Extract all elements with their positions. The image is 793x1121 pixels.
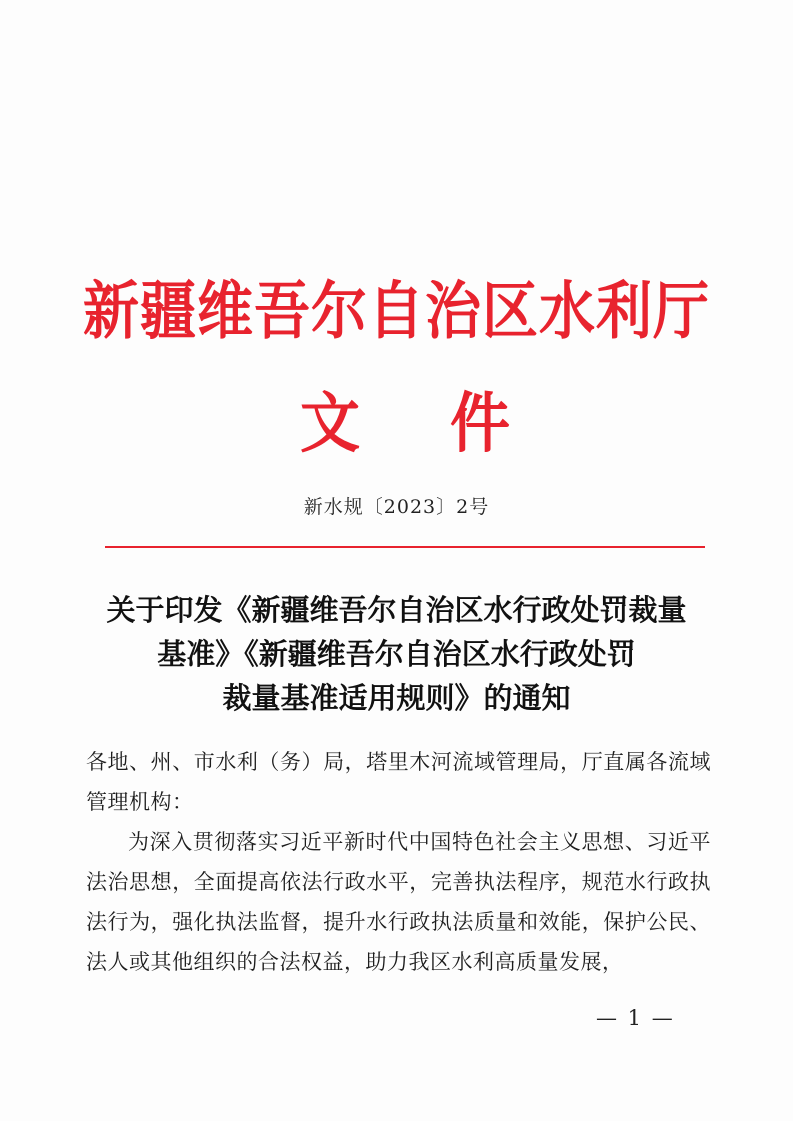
title-line: 裁量基准适用规则》的通知: [222, 681, 571, 715]
notice-title: [70, 588, 723, 720]
red-separator-line: [105, 546, 705, 548]
title-line: 基准》《新疆维吾尔自治区水行政处罚: [157, 637, 636, 671]
title-line: 关于印发《新疆维吾尔自治区水行政处罚裁量: [106, 593, 687, 627]
doc-type-char: 文: [300, 386, 395, 462]
page-number: — 1 —: [596, 1006, 675, 1030]
salutation: 各地、州、市水利（务）局，塔里木河流域管理局，厅直属各流域管理机构：: [86, 750, 711, 814]
body-paragraph: 为深入贯彻落实习近平新时代中国特色社会主义思想、习近平法治思想，全面提高依法行政水平，完善执法程序，规范水行政执法行为，强化执法监督，提升水行政执法质量和效能，保护公民、法人或其他组织的合法权益，助力我区水利高质量发展，: [86, 830, 711, 974]
document-type: [300, 372, 510, 465]
doc-type-char: 件: [450, 386, 511, 462]
issuer-name: 新疆维吾尔自治区水利厅: [83, 274, 710, 349]
document-number: 新水规〔2023〕2号: [303, 496, 490, 518]
